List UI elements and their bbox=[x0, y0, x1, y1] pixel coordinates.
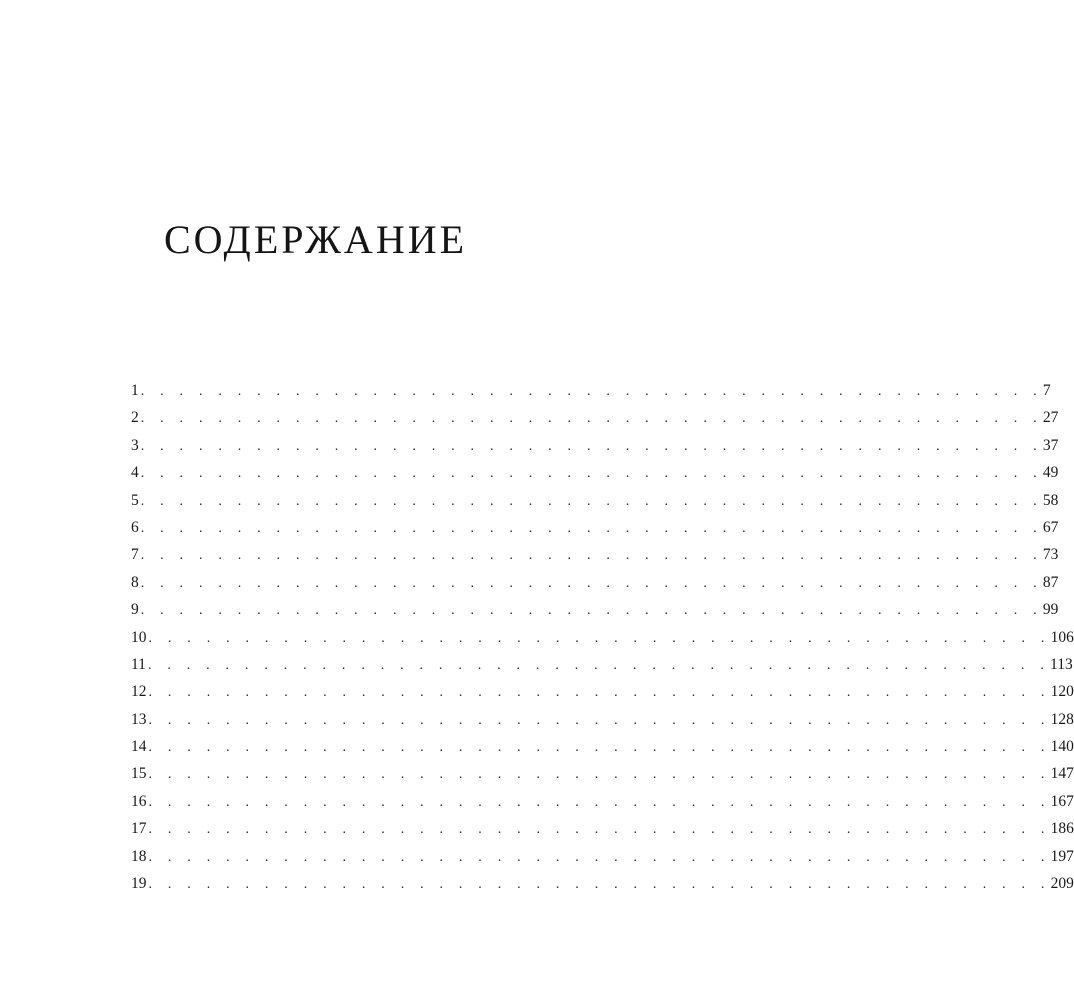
dot-leader: . . . . . . . . . . . . . . . . . . . . . . . . . . . . . . . . . . . . . . . . . . . . . . . bbox=[148, 822, 1051, 838]
page-number: 120 bbox=[1050, 683, 1074, 701]
toc-entry bbox=[131, 459, 1059, 486]
toc-entry bbox=[131, 815, 1074, 842]
toc-entry bbox=[131, 624, 1074, 651]
dot-leader: . . . . . . . . . . . . . . . . . . . . . . . . . . . . . . . . . . . . . . . . . . . . . . . bbox=[148, 794, 1051, 810]
page-title: СОДЕРЖАНИЕ bbox=[163, 217, 468, 262]
toc-entry bbox=[131, 870, 1074, 897]
page-number: 87 bbox=[1042, 573, 1059, 591]
page-number: 27 bbox=[1042, 409, 1059, 427]
toc-entry bbox=[131, 788, 1074, 815]
chapter-number: 12 bbox=[131, 683, 147, 701]
toc-entry bbox=[131, 377, 1051, 404]
toc-entry bbox=[131, 514, 1059, 541]
dot-leader: . . . . . . . . . . . . . . . . . . . . . . . . . . . . . . . . . . . . . . . . . . . . . . . bbox=[148, 877, 1051, 893]
dot-leader: . . . . . . . . . . . . . . . . . . . . . . . . . . . . . . . . . . . . . . . . . . . . . . . bbox=[148, 712, 1051, 728]
table-of-contents bbox=[131, 377, 1074, 897]
page-number: 7 bbox=[1042, 382, 1051, 399]
dot-leader: . . . . . . . . . . . . . . . . . . . . . . . . . . . . . . . . . . . . . . . . . . . . . . . bbox=[140, 520, 1043, 536]
chapter-number: 7 bbox=[131, 546, 139, 564]
chapter-number: 1 bbox=[131, 382, 139, 399]
dot-leader: . . . . . . . . . . . . . . . . . . . . . . . . . . . . . . . . . . . . . . . . . . . . . . . bbox=[140, 575, 1043, 591]
chapter-number: 16 bbox=[131, 792, 147, 810]
toc-entry bbox=[131, 569, 1059, 596]
page-number: 197 bbox=[1050, 847, 1074, 865]
chapter-number: 11 bbox=[131, 655, 146, 673]
chapter-number: 10 bbox=[131, 628, 147, 646]
chapter-number: 15 bbox=[131, 765, 147, 783]
page-number: 128 bbox=[1050, 710, 1074, 728]
dot-leader: . . . . . . . . . . . . . . . . . . . . . . . . . . . . . . . . . . . . . . . . . . . . . . . bbox=[148, 767, 1051, 783]
chapter-number: 3 bbox=[131, 436, 139, 454]
toc-entry bbox=[131, 432, 1059, 459]
dot-leader: . . . . . . . . . . . . . . . . . . . . . . . . . . . . . . . . . . . . . . . . . . . . . . . bbox=[147, 657, 1051, 673]
chapter-number: 8 bbox=[131, 573, 139, 591]
page-number: 113 bbox=[1050, 655, 1073, 673]
page-number: 99 bbox=[1042, 601, 1059, 619]
page-number: 49 bbox=[1042, 464, 1059, 482]
dot-leader: . . . . . . . . . . . . . . . . . . . . . . . . . . . . . . . . . . . . . . . . . . . . . . . bbox=[140, 411, 1043, 427]
toc-entry bbox=[131, 843, 1074, 870]
dot-leader: . . . . . . . . . . . . . . . . . . . . . . . . . . . . . . . . . . . . . . . . . . . . . . . bbox=[140, 466, 1043, 482]
dot-leader: . . . . . . . . . . . . . . . . . . . . . . . . . . . . . . . . . . . . . . . . . . . . . . . bbox=[148, 849, 1051, 865]
chapter-number: 17 bbox=[131, 820, 147, 838]
toc-entry bbox=[131, 733, 1074, 760]
dot-leader: . . . . . . . . . . . . . . . . . . . . . . . . . . . . . . . . . . . . . . . . . . . . . . . bbox=[140, 384, 1043, 399]
page-number: 147 bbox=[1050, 765, 1074, 783]
dot-leader: . . . . . . . . . . . . . . . . . . . . . . . . . . . . . . . . . . . . . . . . . . . . . . . bbox=[148, 630, 1051, 646]
toc-entry bbox=[131, 651, 1073, 678]
toc-entry bbox=[131, 706, 1074, 733]
dot-leader: . . . . . . . . . . . . . . . . . . . . . . . . . . . . . . . . . . . . . . . . . . . . . . . bbox=[140, 548, 1043, 564]
chapter-number: 4 bbox=[131, 464, 139, 482]
toc-entry bbox=[131, 760, 1074, 787]
page-number: 58 bbox=[1042, 491, 1059, 509]
chapter-number: 6 bbox=[131, 518, 139, 536]
chapter-number: 9 bbox=[131, 601, 139, 619]
dot-leader: . . . . . . . . . . . . . . . . . . . . . . . . . . . . . . . . . . . . . . . . . . . . . . . bbox=[140, 438, 1043, 454]
page-number: 140 bbox=[1050, 738, 1074, 756]
chapter-number: 18 bbox=[131, 847, 147, 865]
page-number: 186 bbox=[1050, 820, 1074, 838]
page-number: 67 bbox=[1042, 518, 1059, 536]
dot-leader: . . . . . . . . . . . . . . . . . . . . . . . . . . . . . . . . . . . . . . . . . . . . . . . bbox=[148, 685, 1051, 701]
chapter-number: 13 bbox=[131, 710, 147, 728]
chapter-number: 5 bbox=[131, 491, 139, 509]
dot-leader: . . . . . . . . . . . . . . . . . . . . . . . . . . . . . . . . . . . . . . . . . . . . . . . bbox=[140, 493, 1043, 509]
dot-leader: . . . . . . . . . . . . . . . . . . . . . . . . . . . . . . . . . . . . . . . . . . . . . . . bbox=[140, 603, 1043, 619]
page-number: 167 bbox=[1050, 792, 1074, 810]
chapter-number: 14 bbox=[131, 738, 147, 756]
page-number: 37 bbox=[1042, 436, 1059, 454]
dot-leader: . . . . . . . . . . . . . . . . . . . . . . . . . . . . . . . . . . . . . . . . . . . . . . . bbox=[148, 740, 1051, 756]
page-number: 73 bbox=[1042, 546, 1059, 564]
toc-entry bbox=[131, 487, 1059, 514]
page-number: 106 bbox=[1050, 628, 1074, 646]
page-number: 209 bbox=[1050, 875, 1074, 893]
toc-entry bbox=[131, 541, 1059, 568]
chapter-number: 19 bbox=[131, 875, 147, 893]
toc-entry bbox=[131, 404, 1059, 431]
toc-entry bbox=[131, 596, 1059, 623]
chapter-number: 2 bbox=[131, 409, 139, 427]
toc-entry bbox=[131, 678, 1074, 705]
